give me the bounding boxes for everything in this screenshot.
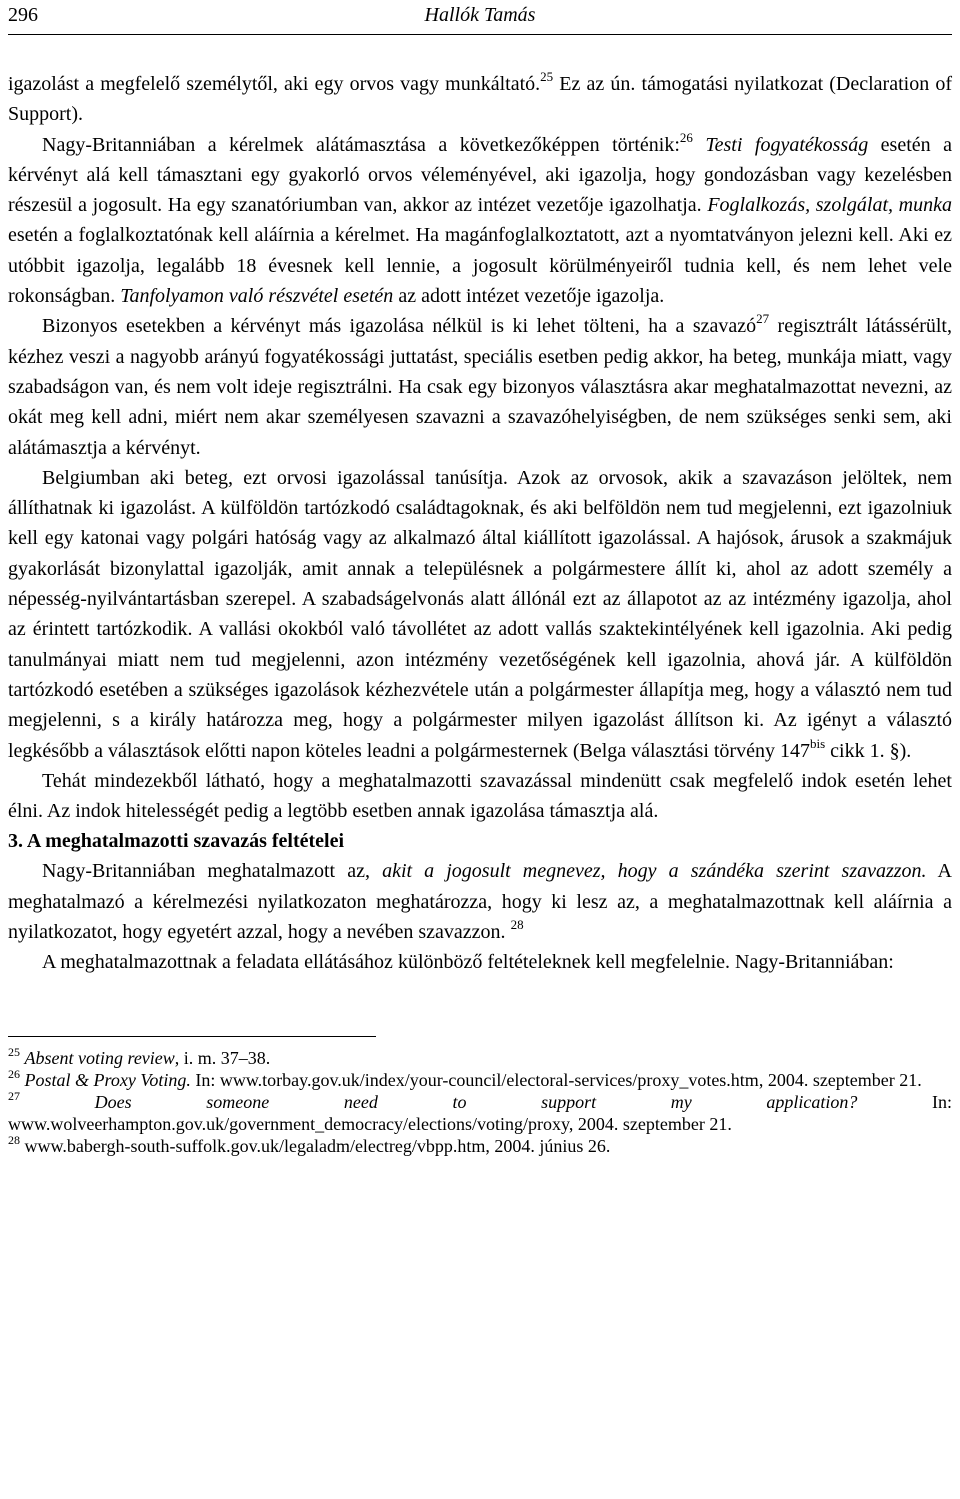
section-heading: 3. A meghatalmazotti szavazás feltételei [8,830,345,853]
footnote-27 [8,1088,953,1135]
italic-span: Foglalkozás, szolgálat, munka [707,194,952,217]
footnote-ref-25[interactable]: 25 [540,69,554,84]
text-span: cikk 1. §). [825,739,912,762]
italic-span: Tanfolyamon való részvétel esetén [120,285,394,308]
text-span: esetén a foglalkoztatónak kell aláírnia a kérelmet. Ha magánfoglalkoztatott, azt a nyomtatványon jelezni kell. Aki ez utóbbit igazolja, legalább 18 évesnek kell lennie, a jogosult körülményeiről tudnia kell, és nem lehet vele rokonságban. [8,224,952,308]
paragraph-3 [8,311,952,462]
text-span: Nagy-Britanniában a kérelmek alátámasztása a következőképpen történik: [42,133,680,156]
italic-span: Testi fogyatékosság [692,133,869,156]
paragraph-1 [8,69,952,130]
footnotes [8,1044,953,1157]
text-span: regisztrált látássérült, kézhez veszi a nagyobb arányú fogyatékossági juttatást, speciális esetben pedig akkor, ha beteg, munkája miatt, vagy szabadságon van, és nem volt ideje regisztrálni. Ha csak egy bizonyos választásra akar meghatalmazottat nevezni, az okát meg kell adni, miért nem akar személyesen szavazni a szavazóhelyiségben, de nem szükséges senki sem, aki alátámasztja a kérvényt. [8,315,952,459]
footnote-title: Postal & Proxy Voting. [24,1069,191,1090]
text-span: Nagy-Britanniában meghatalmazott az, [42,860,383,883]
footnote-ref-27[interactable]: 27 [756,311,770,327]
footnote-text: , i. m. 37–38. [174,1047,271,1068]
footnote-number: 27 [8,1088,20,1103]
footnote-ref-26[interactable]: 26 [679,129,693,145]
footnote-text[interactable]: In: www.wolveerhampton.gov.uk/government_democracy/elections/voting/proxy, 2004. szeptember 21. [8,1091,953,1134]
running-header [8,4,952,35]
text-span: Bizonyos esetekben a kérvényt más igazolása nélkül is ki lehet tölteni, ha a szavazó [42,315,757,338]
footnote-text[interactable]: In: www.torbay.gov.uk/index/your-council/electoral-services/proxy_votes.htm, 2004. szeptember 21. [190,1069,922,1090]
paragraph-4 [8,463,952,766]
footnote-25 [8,1044,952,1069]
text-span: igazolást a megfelelő személytől, aki egy orvos vagy munkáltató. [8,73,541,95]
paragraph-7: A meghatalmazottnak a feladata ellátásához különböző feltételeknek kell megfelelnie. Nagy-Britanniában: [42,951,894,974]
footnote-title: Absent voting review [24,1047,175,1068]
document-page [8,0,952,1157]
running-author: Hallók Tamás [424,4,536,26]
paragraph-6 [8,856,952,947]
footnote-separator [8,1036,376,1037]
text-span: Belgiumban aki beteg, ezt orvosi igazolással tanúsítja. Azok az orvosok, akik a szavazáson jelöltek, nem állíthatnak ki igazolást. A külföldön tartózkodó családtagoknak, és aki belföldön nem tud megjelenni, ezt igazolniuk kell egy katonai vagy polgári hatóság vagy az alkalmazó által kiállított igazolással. A hajósok, árusok a szakmájuk gyakorlását bizonylattal igazolják, amit annak a településnek a polgármestere állít ki, ahol az adott személy a népesség-nyilvántartásban szerepel. A szabadságelvonás alatt állónál ezt az állapotot az az intézmény igazolja, ahol az érintett tartózkodik. A vallási okokból való távollétet az adott vallás szaktekintélyének kell igazolnia. Aki pedig tanulmányai miatt nem tud megjelenni, azon intézmény vezetőségének kell igazolnia, ahová jár. A külföldön tartózkodó esetében a szükséges igazolások kézhezvétele után a polgármester állapítja meg, hogy a választó nem tud megjelenni, s a király határozza meg, hogy a polgármester milyen igazolást állítson ki. Az igényt a választó legkésőbb a választások előtti napon köteles leadni a polgármesternek (Belga választási törvény 147 [8,466,952,762]
text-span: A meghatalmazó a kérelmezési nyilatkozaton meghatározza, hogy ki lesz az, a meghatalmazottnak kell aláírnia a nyilatkozatot, hogy egyetért azzal, hogy a nevében szavazzon. [8,860,952,944]
footnote-26 [8,1066,952,1091]
footnote-text[interactable]: www.babergh-south-suffolk.gov.uk/legaladm/electreg/vbpp.htm, 2004. június 26. [24,1135,611,1156]
text-span: az adott intézet vezetője igazolja. [393,285,665,308]
italic-span: akit a jogosult megnevez, hogy a szándéka szerint szavazzon. [382,860,927,883]
page-number: 296 [8,4,38,26]
text-span: Ez az ún. támogatási nyilatkozat (Declaration of Support). [8,73,952,126]
superscript-bis: bis [809,735,826,751]
footnote-ref-28[interactable]: 28 [510,917,524,933]
text-span: esetén a kérvényt alá kell támasztani egy gyakorló orvos véleményével, aki igazolja, hogy gondozásban vagy kezelésben részesül a jogosult. Ha egy szanatóriumban van, akkor az intézet vezetője igazolhatja. [8,133,952,217]
footnote-number: 25 [8,1044,20,1059]
footnote-title: Does someone need to support my application? [94,1091,858,1112]
footnote-number: 26 [8,1066,20,1081]
paragraph-2 [8,130,952,312]
paragraph-5: Tehát mindezekből látható, hogy a meghatalmazotti szavazással mindenütt csak megfelelő indok esetén lehet élni. Az indok hitelességét pedig a legtöbb esetben annak igazolása támasztja alá. [8,769,952,823]
footnote-number: 28 [8,1132,20,1147]
footnote-28 [8,1132,952,1157]
body-text [8,69,952,978]
